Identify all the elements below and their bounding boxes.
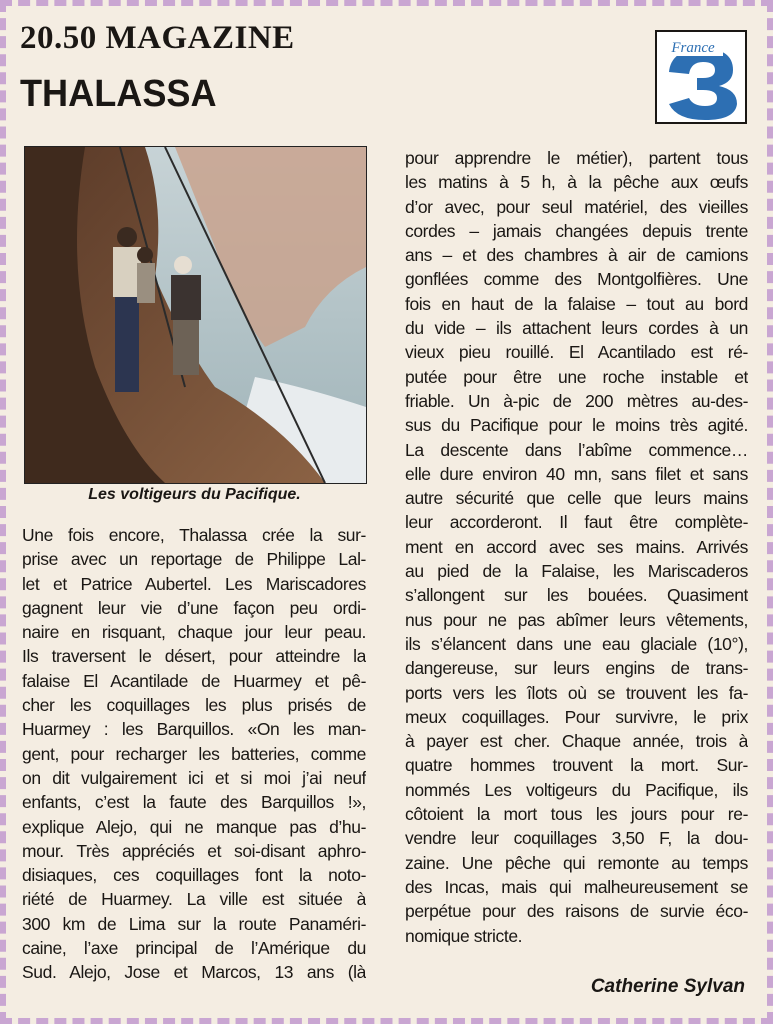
france3-logo-graphic <box>657 32 745 122</box>
article-line: leur accorderont. Il faut être complète- <box>405 512 748 533</box>
article-line: à payer est cher. Chaque année, trois à <box>405 731 748 752</box>
article-line: prise avec un reportage de Philippe Lal- <box>22 549 366 570</box>
author-signature: Catherine Sylvan <box>590 976 745 997</box>
article-line: nomique stricte. <box>405 925 523 946</box>
article-line: naire en risquant, chaque jour leur peau. <box>22 622 366 643</box>
article-line: gent, pour recharger les batteries, comme <box>22 743 366 764</box>
article-line: côtoient la mort tous les jours pour re- <box>405 804 748 825</box>
article-line: fois en haut de la falaise – tout au bord <box>405 293 748 314</box>
article-line: gagnent leur vie d’une façon peu ordi- <box>22 597 366 618</box>
article-line: let et Patrice Aubertel. Les Mariscadores <box>22 573 366 594</box>
article-line: riété de Huarmey. La ville est située à <box>22 889 366 910</box>
article-line: pour apprendre le métier), partent tous <box>405 148 748 168</box>
article-line: Une fois encore, Thalassa crée la sur- <box>22 525 366 545</box>
article-line: quatre hommes trouvent la mort. Sur- <box>405 755 748 776</box>
article-line: perpétue pour des raisons de survie éco- <box>405 901 748 922</box>
article-line: mour. Très appréciés et soi-disant aphro- <box>22 840 366 861</box>
program-title: THALASSA <box>20 73 217 115</box>
article-line: ils s’élancent dans une eau glaciale (10°), <box>405 633 748 654</box>
article-line: s’allongent sur les bouées. Quasiment <box>405 585 748 606</box>
article-line: cher les coquillages les plus prisés de <box>22 695 366 716</box>
article-line: falaise El Acantilade de Huarmey et pê- <box>22 670 366 691</box>
article-line: friable. Un à-pic de 200 mètres au-des- <box>405 390 748 411</box>
article-line: gonflées comme des Montgolfières. Une <box>405 269 748 290</box>
article-line: disiaques, ces coquillages font la noto- <box>22 865 366 886</box>
article-line: dangereuse, sur leurs engins de trans- <box>405 658 748 679</box>
article-line: Huarmey : les Barquillos. «On les man- <box>22 719 366 740</box>
article-line: du vide – ils attachent leurs cordes à un <box>405 318 748 339</box>
article-line: d’or avec, pour seul matériel, des vieilles <box>405 196 748 217</box>
article-line: autre sécurité que celle que leurs mains <box>405 488 748 509</box>
article-line: sus du Pacifique pour le moins très agité. <box>405 415 748 436</box>
article-column-2 <box>405 146 748 948</box>
article-line: les matins à 5 h, à la pêche aux œufs <box>405 172 748 193</box>
article-line: elle dure environ 40 mn, sans filet et sans <box>405 463 748 484</box>
article-line: vendre leur coquillages 3,50 F, la dou- <box>405 828 748 849</box>
article-line: enfants, c’est la faute des Barquillos !», <box>22 792 366 813</box>
article-line: des Incas, mais qui malheureusement se <box>405 876 748 897</box>
article-line: ans – et des chambres à air de camions <box>405 245 748 266</box>
article-line: ports vers les îlots où se trouvent les fa- <box>405 682 748 703</box>
article-line: La descente dans l’abîme commence… <box>405 439 748 460</box>
article-line: nus pour ne pas abîmer leurs vêtements, <box>405 609 748 630</box>
article-line: caine, l’axe principal de l’Amérique du <box>22 938 366 959</box>
article-line: Sud. Alejo, Jose et Marcos, 13 ans (là <box>22 962 366 983</box>
article-line: Ils traversent le désert, pour atteindre la <box>22 646 366 667</box>
article-line: meux coquillages. Pour survivre, le prix <box>405 706 748 727</box>
article-line: cordes – jamais changées depuis trente <box>405 220 748 241</box>
section-time-heading: 20.50 MAGAZINE <box>20 20 295 56</box>
cliff-fishermen-photo <box>24 146 367 484</box>
article-line: vieux pieu rouillé. El Acantilado est ré- <box>405 342 748 363</box>
article-line: nommés Les voltigeurs du Pacifique, ils <box>405 779 748 800</box>
article-line: on dit vulgairement ici et si moi j’ai neuf <box>22 767 366 788</box>
article-line: au pied de la Falaise, les Mariscaderos <box>405 561 748 582</box>
article-column-1 <box>22 523 366 985</box>
article-line: explique Alejo, qui ne manque pas d’hu- <box>22 816 366 837</box>
logo-brand-text: France <box>671 40 715 56</box>
photo-caption: Les voltigeurs du Pacifique. <box>88 486 301 503</box>
article-line: ment en accord avec ses mains. Arrivés <box>405 536 748 557</box>
article-line: zaine. Une pêche qui remonte au temps <box>405 852 748 873</box>
france3-logo <box>655 30 747 124</box>
article-line: 300 km de Lima sur la route Panaméri- <box>22 913 366 934</box>
article-line: putée pour être une roche instable et <box>405 366 748 387</box>
photo-illustration <box>25 147 366 483</box>
